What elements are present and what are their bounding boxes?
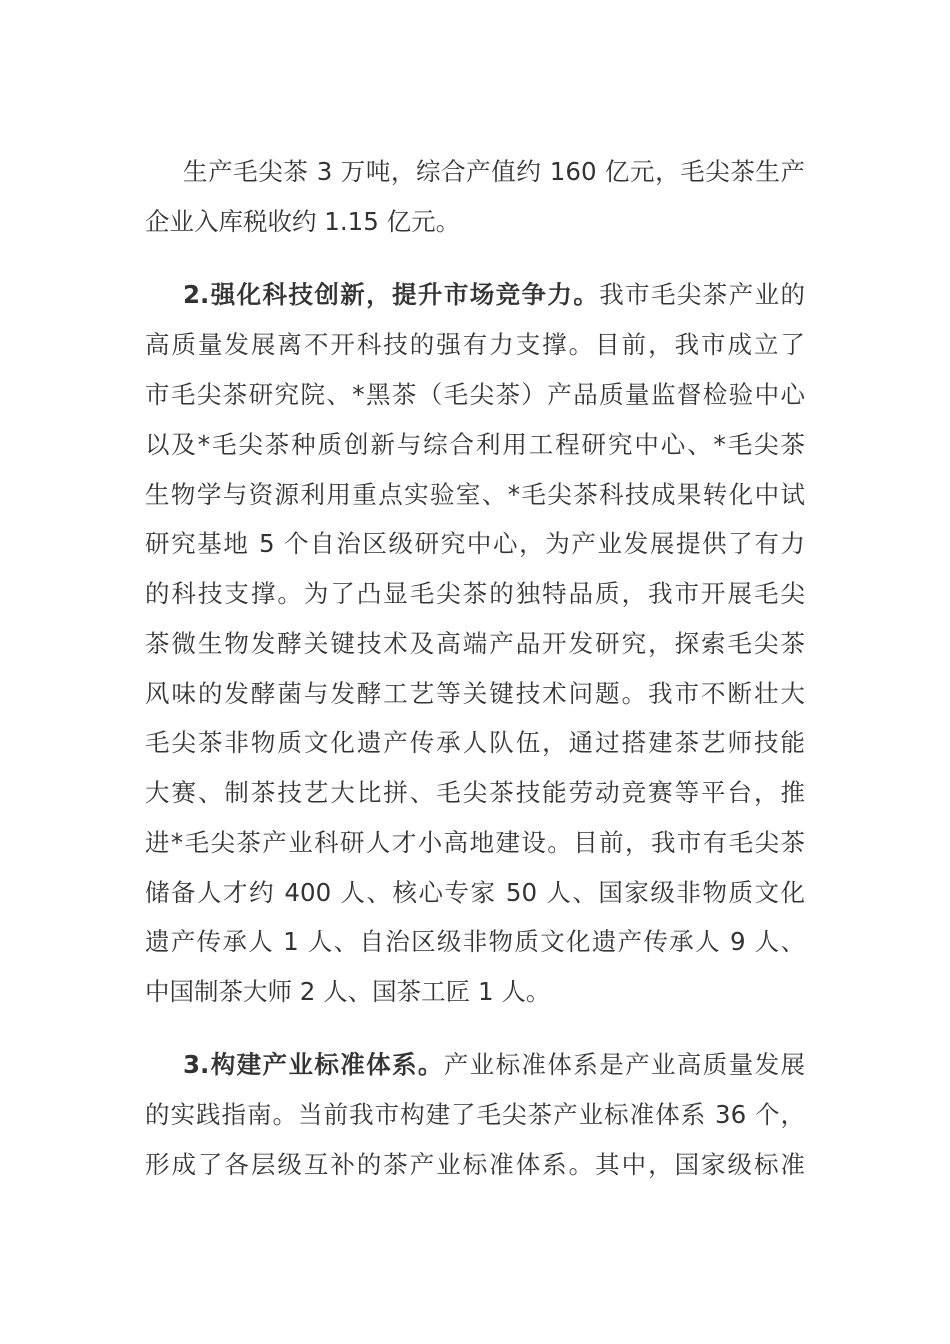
paragraph-2-line-3: 市毛尖茶研究院、*黑茶（毛尖茶）产品质量监督检验中心 [145, 380, 805, 409]
paragraph-2-line-13: 储备人才约 400 人、核心专家 50 人、国家级非物质文化 [145, 878, 805, 907]
paragraph-2-line-10: 毛尖茶非物质文化遗产传承人队伍，通过搭建茶艺师技能 [145, 728, 805, 757]
paragraph-3-line-3: 形成了各层级互补的茶产业标准体系。其中，国家级标准 [145, 1150, 805, 1179]
paragraph-2-line-4: 以及*毛尖茶种质创新与综合利用工程研究中心、*毛尖茶 [145, 430, 805, 459]
paragraph-2-line-14: 遗产传承人 1 人、自治区级非物质文化遗产传承人 9 人、 [145, 927, 805, 956]
paragraph-2-line-1-text: 我市毛尖茶产业的 [599, 280, 805, 309]
paragraph-2-heading: 2.强化科技创新，提升市场竞争力。 [183, 280, 600, 309]
paragraph-2-line-5: 生物学与资源利用重点实验室、*毛尖茶科技成果转化中试 [145, 480, 805, 509]
paragraph-3-heading: 3.构建产业标准体系。 [183, 1050, 444, 1079]
paragraph-1-line-1: 生产毛尖茶 3 万吨，综合产值约 160 亿元，毛尖茶生产 [183, 157, 805, 186]
paragraph-2-line-12: 进*毛尖茶产业科研人才小高地建设。目前，我市有毛尖茶 [145, 828, 805, 857]
paragraph-2-line-7: 的科技支撑。为了凸显毛尖茶的独特品质，我市开展毛尖 [145, 579, 805, 608]
paragraph-3-line-2: 的实践指南。当前我市构建了毛尖茶产业标准体系 36 个， [145, 1100, 805, 1129]
paragraph-1-line-2: 企业入库税收约 1.15 亿元。 [145, 207, 461, 236]
paragraph-2-line-1 [183, 275, 805, 315]
paragraph-2-line-15: 中国制茶大师 2 人、国茶工匠 1 人。 [145, 977, 551, 1006]
paragraph-2-line-6: 研究基地 5 个自治区级研究中心，为产业发展提供了有力 [145, 529, 805, 558]
paragraph-2-line-8: 茶微生物发酵关键技术及高端产品开发研究，探索毛尖茶 [145, 629, 805, 658]
paragraph-2-line-9: 风味的发酵菌与发酵工艺等关键技术问题。我市不断壮大 [145, 679, 805, 708]
paragraph-3-line-1-text: 产业标准体系是产业高质量发展 [443, 1050, 805, 1079]
paragraph-2-line-2: 高质量发展离不开科技的强有力支撑。目前，我市成立了 [145, 330, 805, 359]
paragraph-3-line-1 [183, 1045, 805, 1085]
paragraph-2-line-11: 大赛、制茶技艺大比拼、毛尖茶技能劳动竞赛等平台，推 [145, 778, 805, 807]
